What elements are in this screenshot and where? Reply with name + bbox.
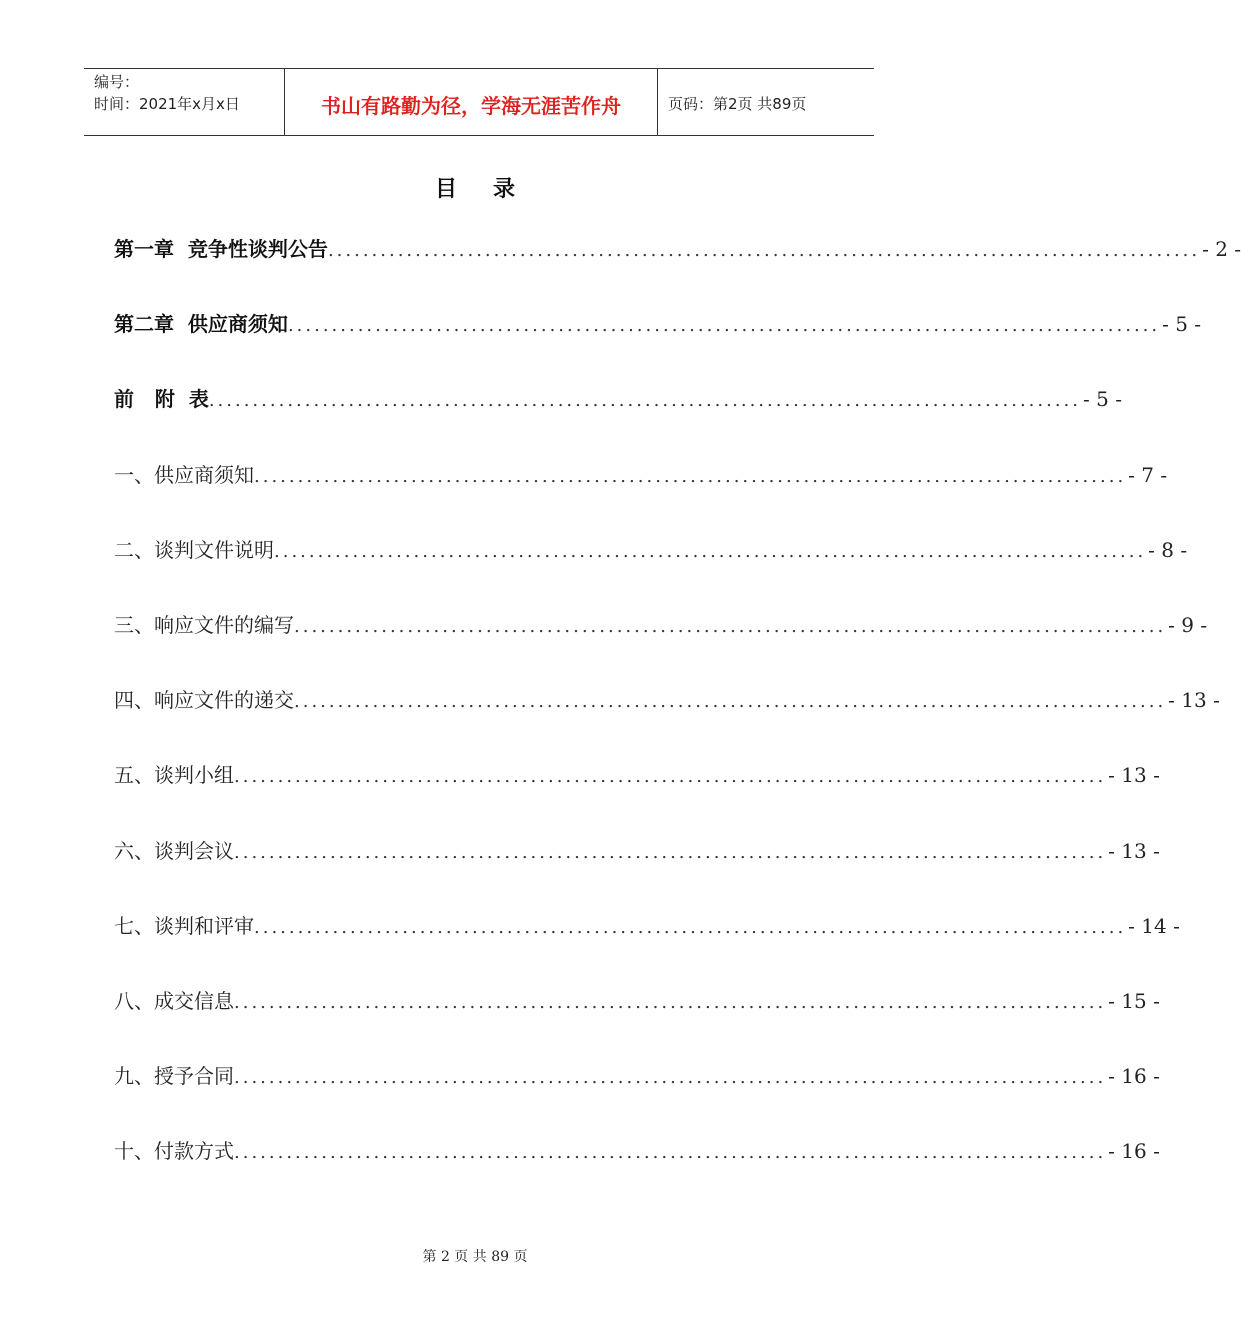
- toc-entry[interactable]: [114, 750, 1160, 825]
- toc-entry-page: - 14 -: [1128, 913, 1180, 938]
- toc-leader-dots: ....................................................................................................: [234, 841, 1107, 863]
- toc-title-part1: 目: [434, 177, 457, 202]
- toc-entry-label: 七、谈判和评审: [114, 913, 254, 938]
- toc-leader-dots: ....................................................................................................: [234, 1067, 1107, 1089]
- header-page-info: 页码：第2页 共89页: [668, 94, 807, 113]
- header-meta: [84, 69, 285, 135]
- toc-entry-label: 三、响应文件的编写: [114, 612, 294, 637]
- toc-entry-label: 五、谈判小组: [114, 763, 234, 788]
- toc-entry[interactable]: [114, 1126, 1160, 1201]
- page-header: [84, 68, 874, 136]
- header-time-label: 时间：2021年x月x日: [94, 95, 240, 113]
- toc-leader-dots: ....................................................................................................: [254, 465, 1127, 487]
- toc-entry-page: - 7 -: [1128, 462, 1168, 487]
- header-motto: 书山有路勤为径，学海无涯苦作舟: [285, 69, 658, 135]
- toc-leader-dots: ....................................................................................................: [274, 540, 1147, 562]
- toc-leader-dots: ....................................................................................................: [294, 615, 1167, 637]
- toc-entry[interactable]: [114, 224, 1241, 299]
- toc-leader-dots: ....................................................................................................: [287, 315, 1161, 337]
- toc-entry-label: 九、授予合同: [114, 1064, 234, 1089]
- toc-leader-dots: ....................................................................................................: [254, 916, 1127, 938]
- toc-entry-page: - 13 -: [1168, 688, 1220, 713]
- toc-entry-page: - 16 -: [1108, 1064, 1160, 1089]
- toc-title-part2: 录: [493, 177, 516, 202]
- toc-entry-page: - 5 -: [1083, 387, 1122, 412]
- toc-entry-page: - 15 -: [1108, 988, 1160, 1013]
- toc-leader-dots: ....................................................................................................: [234, 766, 1107, 788]
- toc-leader-dots: ....................................................................................................: [234, 991, 1107, 1013]
- toc-leader-dots: ....................................................................................................: [234, 1142, 1107, 1164]
- toc-entry[interactable]: [114, 374, 1122, 449]
- toc-leader-dots: ....................................................................................................: [294, 691, 1167, 713]
- toc-entry-page: - 9 -: [1168, 612, 1208, 637]
- page-footer: 第 2 页 共 89 页: [422, 1249, 528, 1265]
- toc-entry-label: 一、供应商须知: [114, 462, 254, 487]
- toc-entry-page: - 8 -: [1148, 537, 1188, 562]
- header-number-label: 编号：: [94, 73, 140, 91]
- toc-entry-label: 第二章 供应商须知: [114, 312, 288, 337]
- toc-entry-label: 十、付款方式: [114, 1139, 234, 1164]
- toc-entry-page: - 16 -: [1108, 1139, 1160, 1164]
- toc-entry-page: - 13 -: [1108, 763, 1160, 788]
- toc-leader-dots: ....................................................................................................: [327, 240, 1201, 261]
- toc-entry[interactable]: [114, 299, 1202, 374]
- toc-entry[interactable]: [114, 525, 1188, 600]
- toc-entry-label: 二、谈判文件说明: [114, 537, 274, 562]
- table-of-contents: [114, 224, 1241, 1201]
- toc-entry[interactable]: [114, 1051, 1160, 1126]
- toc-entry[interactable]: [114, 600, 1208, 675]
- toc-title: [0, 172, 950, 203]
- toc-entry[interactable]: [114, 826, 1160, 901]
- toc-entry-label: 八、成交信息: [114, 988, 234, 1013]
- toc-entry[interactable]: [114, 675, 1220, 750]
- toc-entry-label: 第一章 竞争性谈判公告: [114, 237, 328, 261]
- toc-entry-label: 六、谈判会议: [114, 838, 234, 863]
- toc-entry-label: 四、响应文件的递交: [114, 688, 294, 713]
- toc-entry-page: - 2 -: [1202, 237, 1241, 261]
- toc-entry[interactable]: [114, 450, 1168, 525]
- toc-leader-dots: ....................................................................................................: [208, 390, 1081, 412]
- toc-entry-page: - 13 -: [1108, 838, 1160, 863]
- toc-entry[interactable]: [114, 976, 1160, 1051]
- toc-entry-page: - 5 -: [1162, 312, 1202, 337]
- toc-entry[interactable]: [114, 901, 1180, 976]
- toc-entry-label: 前 附 表: [114, 387, 209, 412]
